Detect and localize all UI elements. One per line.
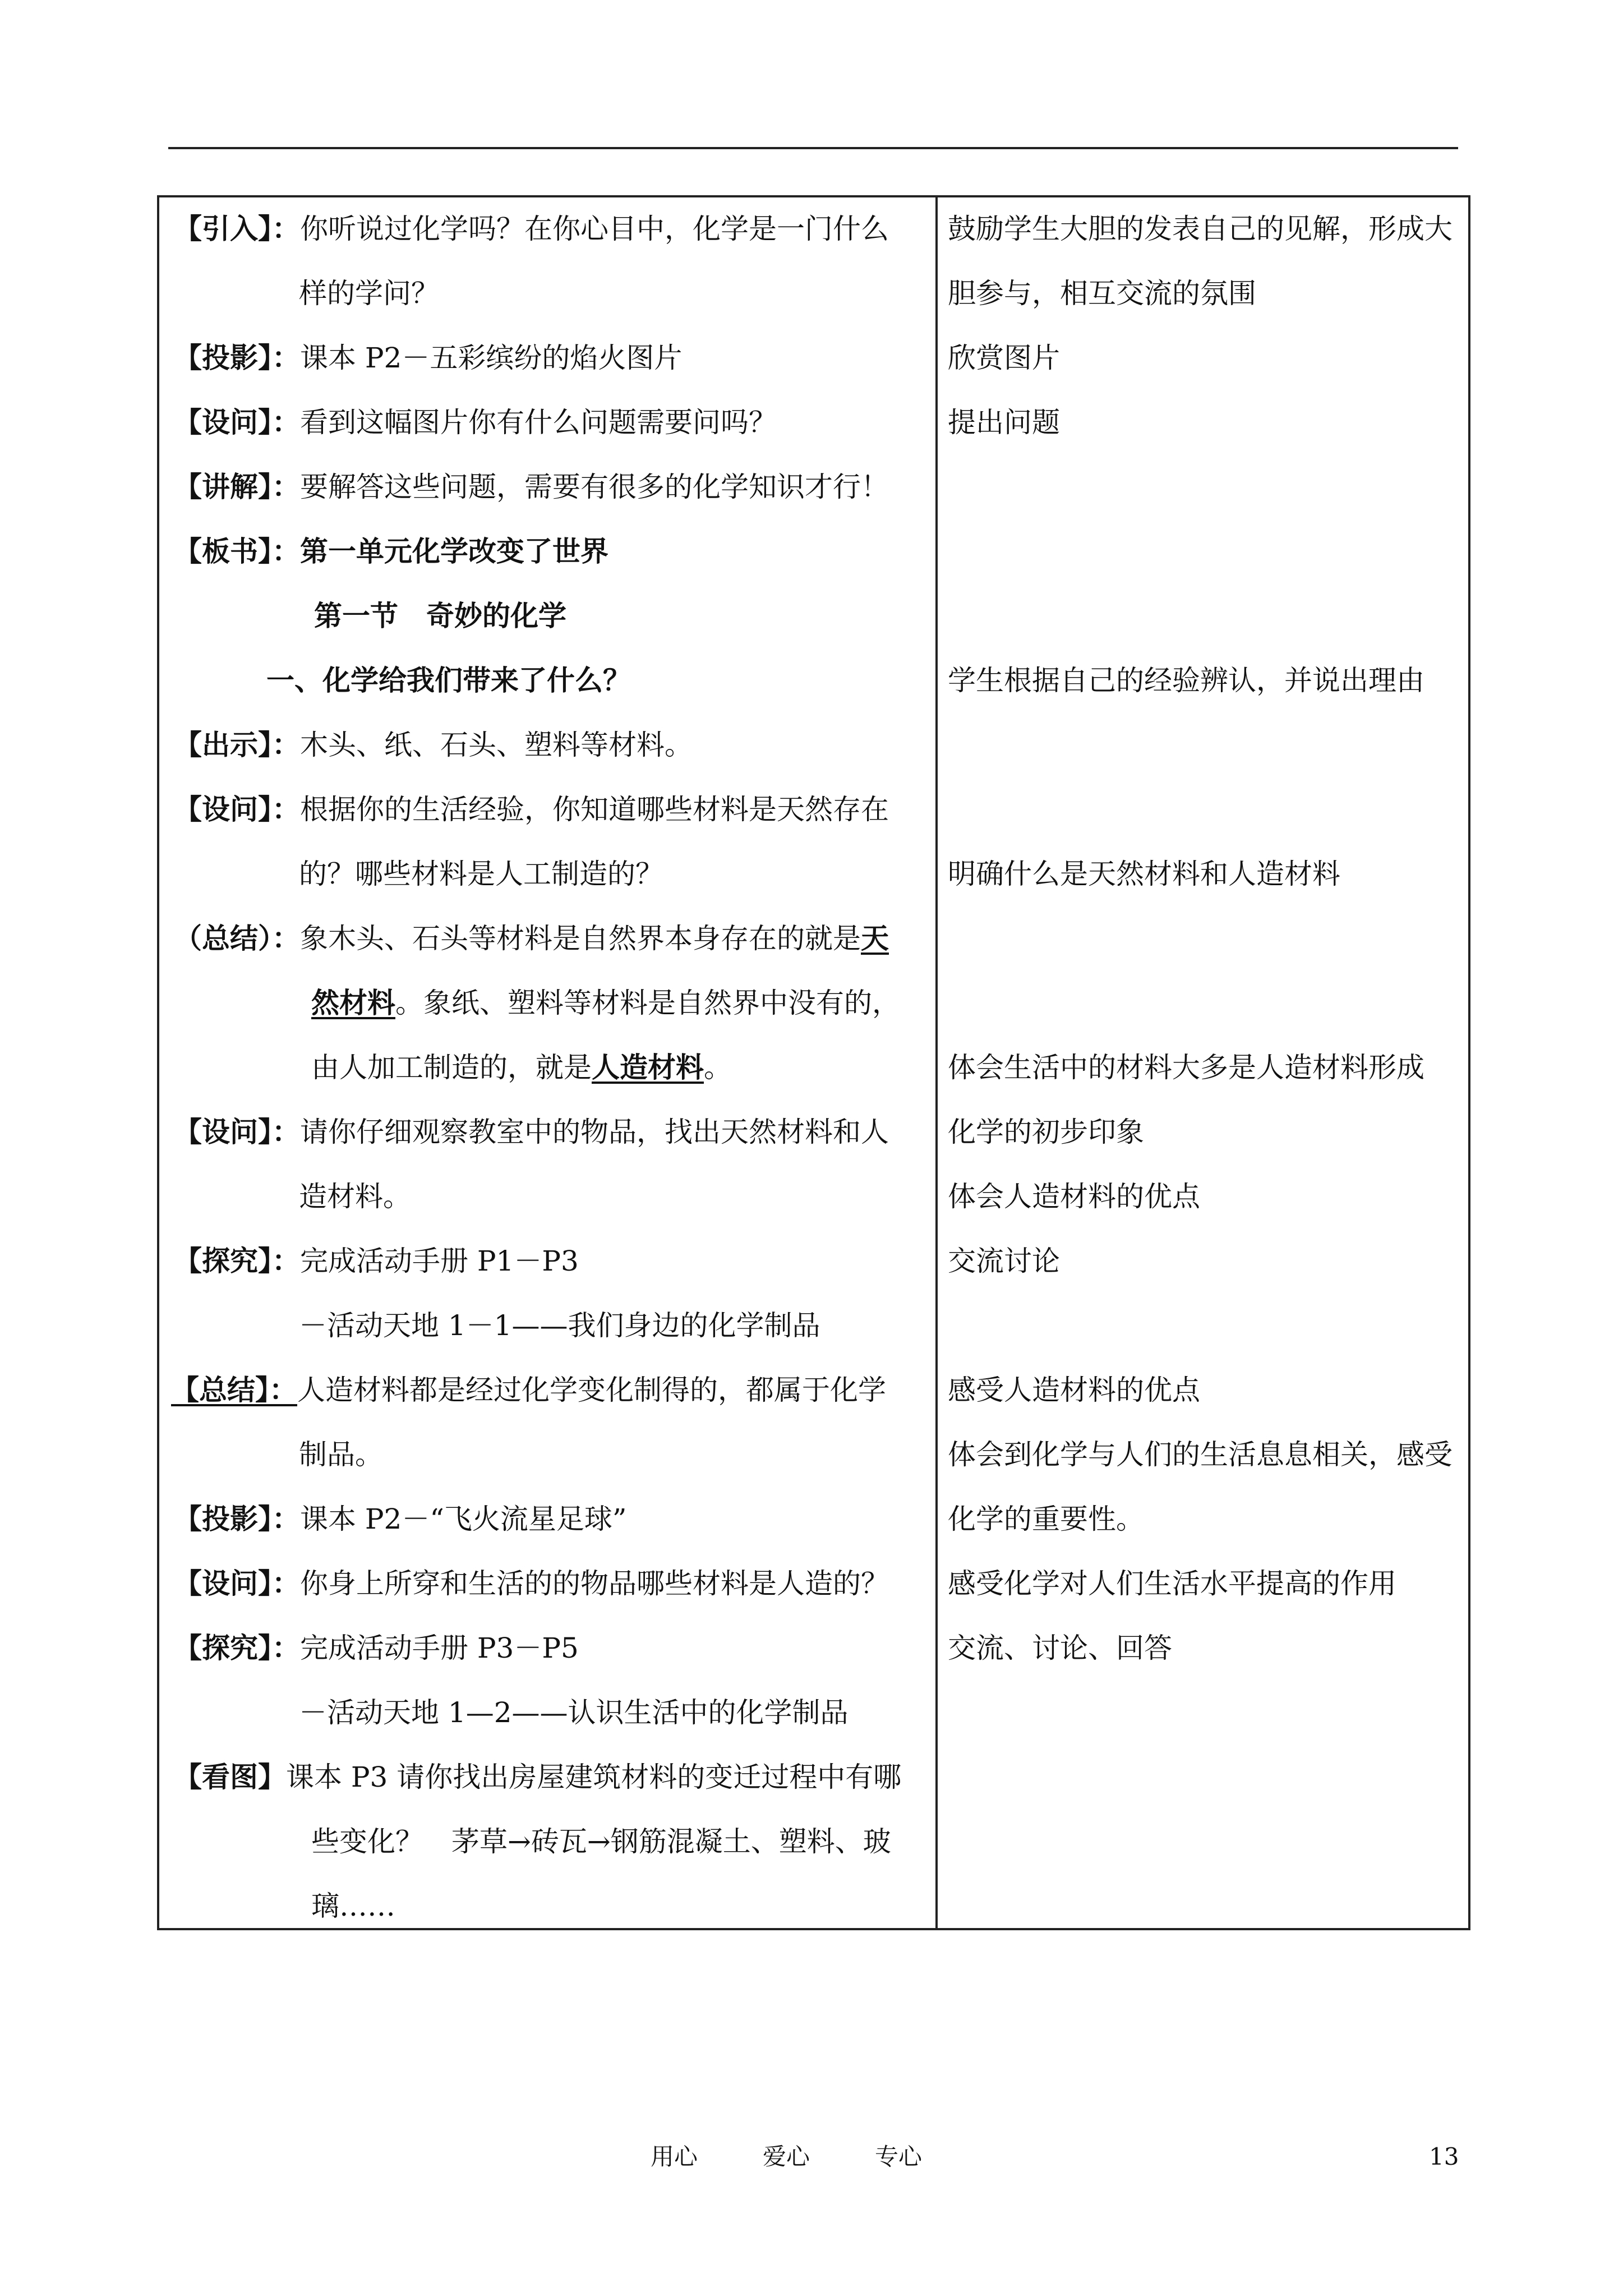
line-label: 【探究】：	[174, 1244, 300, 1277]
left-line: 【投影】：课本 P2－“飞火流星足球”	[174, 1502, 627, 1535]
left-line: 然材料。象纸、塑料等材料是自然界中没有的，	[311, 986, 900, 1019]
right-line: 体会生活中的材料大多是人造材料形成	[948, 1051, 1424, 1084]
left-line: 些变化？ 茅草→砖瓦→钢筋混凝土、塑料、玻	[311, 1825, 891, 1858]
line-label: 【探究】：	[174, 1631, 300, 1664]
line-label: 【投影】：	[174, 341, 300, 374]
left-line: 【出示】：木头、纸、石头、塑料等材料。	[174, 728, 693, 761]
line-label: 【引入】：	[174, 212, 300, 245]
left-line: 【设问】：请你仔细观察教室中的物品，找出天然材料和人	[174, 1115, 889, 1148]
line-label: 【板书】：	[174, 535, 300, 568]
right-line: 感受化学对人们生活水平提高的作用	[948, 1567, 1396, 1600]
line-label: 【看图】	[174, 1760, 286, 1793]
left-line: 【讲解】：要解答这些问题，需要有很多的化学知识才行！	[174, 470, 889, 503]
line-label: 【设问】：	[174, 1567, 300, 1600]
line-label: 【投影】：	[174, 1502, 300, 1535]
left-line: 制品。	[299, 1438, 383, 1471]
key-term: 天	[861, 922, 889, 955]
left-line: 【探究】：完成活动手册 P1－P3	[174, 1244, 579, 1277]
left-line: 【探究】：完成活动手册 P3－P5	[174, 1631, 579, 1664]
unit-heading: 第一单元化学改变了世界	[300, 535, 608, 568]
left-line: －活动天地 1—2——认识生活中的化学制品	[299, 1696, 849, 1729]
line-label: 【设问】：	[174, 793, 300, 826]
left-line: 样的学问？	[299, 277, 439, 310]
section-heading: 第一节 奇妙的化学	[314, 599, 566, 632]
right-line: 化学的重要性。	[948, 1503, 1144, 1535]
line-label: 【讲解】：	[174, 470, 300, 503]
right-line: 学生根据自己的经验辨认，并说出理由	[948, 664, 1424, 697]
left-line: 造材料。	[299, 1180, 411, 1213]
right-line: 欣赏图片	[948, 342, 1060, 374]
left-line: 璃……	[311, 1890, 395, 1922]
right-line: 明确什么是天然材料和人造材料	[948, 858, 1340, 890]
left-line: 【看图】课本 P3 请你找出房屋建筑材料的变迁过程中有哪	[174, 1760, 902, 1793]
right-line: 交流讨论	[948, 1245, 1060, 1277]
left-line: 【设问】：你身上所穿和生活的的物品哪些材料是人造的？	[174, 1567, 889, 1600]
page-number: 13	[1429, 2143, 1459, 2170]
right-line: 体会人造材料的优点	[948, 1180, 1200, 1213]
left-line: （总结）：象木头、石头等材料是自然界本身存在的就是天	[174, 922, 889, 955]
key-term: 人造材料	[592, 1051, 704, 1084]
left-line: 【引入】：你听说过化学吗？在你心目中，化学是一门什么	[174, 212, 889, 245]
key-term: 然材料	[311, 986, 395, 1019]
right-line: 鼓励学生大胆的发表自己的见解，形成大	[948, 213, 1453, 245]
line-label: 【设问】：	[174, 406, 300, 439]
column-divider	[935, 197, 938, 1928]
right-line: 感受人造材料的优点	[948, 1374, 1200, 1406]
left-line: 由人加工制造的，就是人造材料。	[311, 1051, 732, 1084]
right-line: 化学的初步印象	[948, 1116, 1144, 1148]
footer-motto-2: 爱心	[763, 2143, 810, 2170]
footer-motto-3: 专心	[875, 2143, 923, 2170]
left-line: 的？哪些材料是人工制造的？	[299, 858, 663, 890]
left-line: 【投影】：课本 P2－五彩缤纷的焰火图片	[174, 341, 683, 374]
left-line: 【设问】：看到这幅图片你有什么问题需要问吗？	[174, 406, 777, 439]
right-line: 提出问题	[948, 406, 1060, 439]
left-line: 【设问】：根据你的生活经验，你知道哪些材料是天然存在	[174, 793, 889, 826]
line-label: 【总结】：	[171, 1373, 297, 1406]
left-line	[174, 535, 608, 568]
left-line: －活动天地 1－1——我们身边的化学制品	[299, 1309, 820, 1342]
line-label: （总结）：	[174, 922, 300, 955]
line-label: 【设问】：	[174, 1115, 300, 1148]
right-line: 胆参与，相互交流的氛围	[948, 277, 1256, 310]
subsection-heading: 一、化学给我们带来了什么？	[266, 664, 631, 697]
line-label: 【出示】：	[174, 728, 300, 761]
right-line: 体会到化学与人们的生活息息相关，感受	[948, 1438, 1453, 1471]
left-line: 【总结】：人造材料都是经过化学变化制得的，都属于化学	[171, 1373, 886, 1406]
header-rule	[168, 147, 1458, 149]
footer-motto-1: 用心	[651, 2143, 698, 2170]
right-line: 交流、讨论、回答	[948, 1632, 1172, 1664]
